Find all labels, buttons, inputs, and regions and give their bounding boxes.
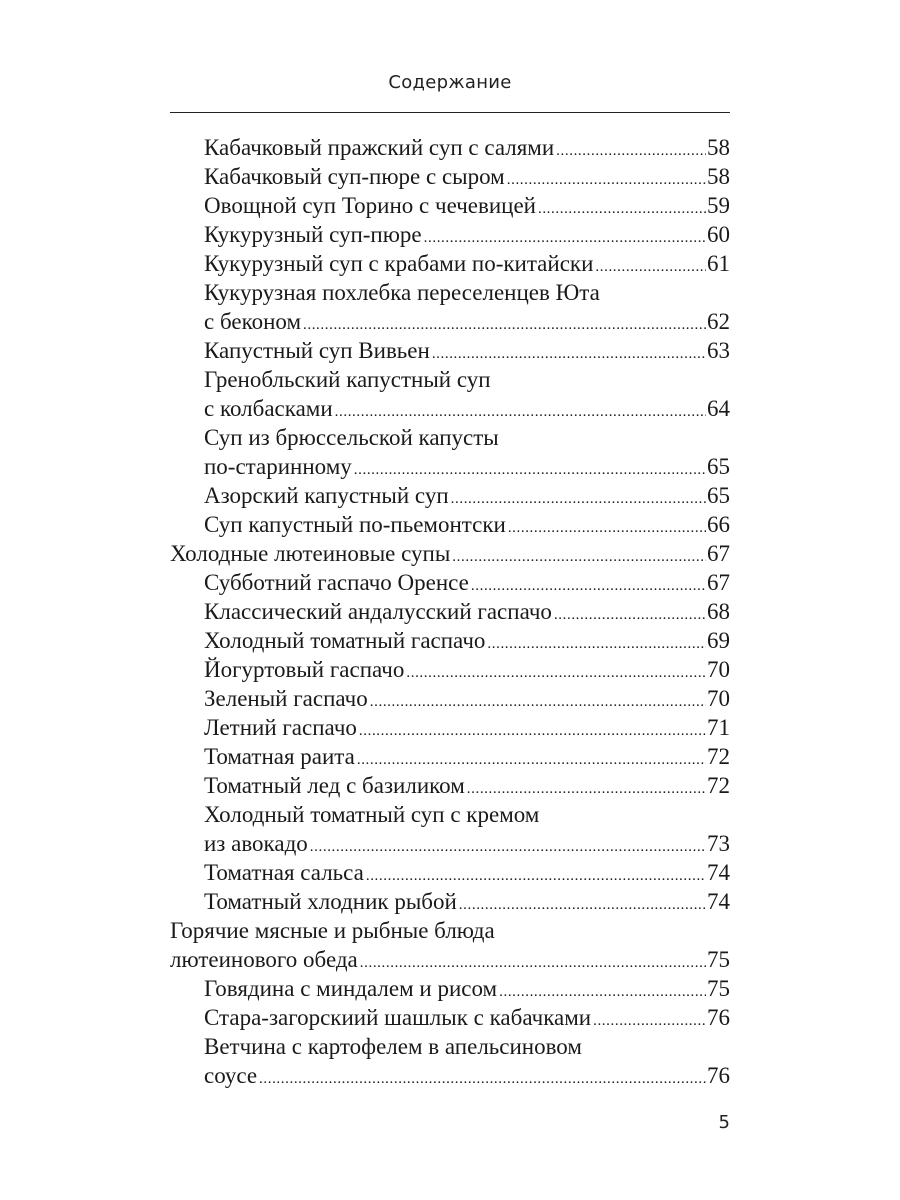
toc-entry-line [204,452,730,481]
table-of-contents [170,133,730,1090]
toc-entry [170,626,730,655]
toc-entry-page: 66 [707,512,730,537]
toc-entry [170,916,730,974]
toc-entry-title: Субботний гаспачо Оренсе [204,570,469,595]
toc-entry-page: 60 [707,222,730,247]
toc-entry-title: Овощной суп Торино с чечевицей [204,193,536,218]
dot-leader [556,137,706,166]
toc-entry-title: Кабачковый пражский суп с салями [204,135,555,160]
toc-entry-line [170,539,730,568]
toc-entry-title: Томатный хлодник рыбой [204,889,457,914]
dot-leader [459,891,706,920]
toc-entry-line [204,858,730,887]
toc-entry-page: 72 [707,744,730,769]
toc-entry-page: 65 [707,454,730,479]
toc-entry-title: Говядина с миндалем и рисом [204,976,498,1001]
toc-entry-title: Капустный суп Вивьен [204,338,430,363]
toc-entry-page: 58 [707,135,730,160]
toc-entry [170,742,730,771]
toc-entry-page: 71 [707,715,730,740]
toc-entry-page: 70 [707,657,730,682]
toc-entry-line [204,394,730,423]
dot-leader [370,688,706,717]
toc-entry-title: Классический андалусский гаспачо [204,599,552,624]
toc-entry [170,191,730,220]
toc-entry-page: 63 [707,338,730,363]
toc-entry-line [204,974,730,1003]
toc-entry [170,713,730,742]
toc-entry [170,220,730,249]
toc-entry-line [204,249,730,278]
toc-entry-title: по-старинному [204,454,352,479]
toc-entry-line [204,771,730,800]
toc-entry [170,423,730,481]
dot-leader [508,514,706,543]
toc-entry-page: 64 [707,396,730,421]
header-rule [170,112,730,113]
dot-leader [507,166,706,195]
toc-entry-page: 58 [707,164,730,189]
toc-entry-title: Азорский капустный суп [204,483,449,508]
page-number: 5 [718,1112,730,1133]
toc-entry [170,887,730,916]
toc-entry-line [204,626,730,655]
toc-entry-line [204,800,730,829]
toc-entry-line [204,597,730,626]
toc-entry [170,1003,730,1032]
toc-entry-line [204,742,730,771]
toc-entry-title: соусе [204,1063,258,1088]
toc-entry-line [204,278,730,307]
toc-entry-page: 69 [707,628,730,653]
toc-entry-title: Ветчина с картофелем в апельсиновом [204,1034,582,1059]
dot-leader [359,717,706,746]
toc-entry-title: Гренобльский капустный суп [204,367,491,392]
dot-leader [310,833,706,862]
toc-entry-page: 67 [707,570,730,595]
toc-entry-page: 75 [707,976,730,1001]
toc-entry [170,133,730,162]
dot-leader [406,659,706,688]
dot-leader [593,1007,706,1036]
toc-entry-page: 65 [707,483,730,508]
toc-entry-title: Йогуртовый гаспачо [204,657,405,682]
toc-entry-title: Томатная сальса [204,860,364,885]
toc-entry-line [204,1061,730,1090]
toc-entry-title: из авокадо [204,831,308,856]
dot-leader [487,630,706,659]
toc-entry-page: 75 [707,947,730,972]
toc-entry-page: 76 [707,1063,730,1088]
toc-entry-page: 67 [707,541,730,566]
toc-entry [170,771,730,800]
toc-entry-line [204,713,730,742]
toc-entry-line [204,684,730,713]
toc-entry-line [204,336,730,365]
toc-entry [170,684,730,713]
toc-entry [170,249,730,278]
toc-entry-title: Кукурузный суп с крабами по-китайски [204,251,594,276]
dot-leader [259,1065,706,1094]
running-header: Содержание [388,72,512,93]
toc-entry-line [170,916,730,945]
toc-entry-title: Летний гаспачо [204,715,357,740]
toc-entry-title: Холодный томатный суп с кремом [204,802,540,827]
toc-entry [170,858,730,887]
toc-entry-page: 59 [707,193,730,218]
toc-entry-page: 74 [707,860,730,885]
dot-leader [554,601,706,630]
toc-entry [170,539,730,568]
toc-entry [170,655,730,684]
toc-entry-line [204,191,730,220]
toc-entry-line [204,481,730,510]
toc-entry-line [204,220,730,249]
toc-entry-line [204,887,730,916]
toc-entry-line [204,655,730,684]
toc-entry-title: Кабачковый суп-пюре с сыром [204,164,505,189]
toc-entry-title: Кукурузный суп-пюре [204,222,422,247]
toc-entry-line [204,133,730,162]
toc-entry-title: Суп капустный по-пьемонтски [204,512,506,537]
toc-entry [170,365,730,423]
toc-entry [170,162,730,191]
toc-entry-line [204,162,730,191]
dot-leader [595,253,706,282]
dot-leader [538,195,706,224]
toc-entry-line [204,510,730,539]
toc-entry [170,1032,730,1090]
toc-entry [170,278,730,336]
toc-entry-line [170,945,730,974]
toc-entry-title: с колбасками [204,396,333,421]
toc-entry-title: Холодные лютеиновые супы [170,541,451,566]
toc-entry-title: Зеленый гаспачо [204,686,368,711]
toc-entry [170,481,730,510]
toc-entry-title: Томатный лед с базиликом [204,773,465,798]
toc-entry-line [204,365,730,394]
toc-entry-title: Холодный томатный гаспачо [204,628,486,653]
toc-entry-line [204,307,730,336]
toc-entry-line [204,829,730,858]
toc-entry [170,336,730,365]
toc-entry-page: 72 [707,773,730,798]
toc-entry-page: 74 [707,889,730,914]
toc-entry-title: лютеинового обеда [170,947,358,972]
toc-entry-page: 68 [707,599,730,624]
toc-entry-title: Кукурузная похлебка переселенцев Юта [204,280,600,305]
dot-leader [452,543,706,572]
toc-entry [170,510,730,539]
toc-entry-line [204,1003,730,1032]
toc-entry-title: Горячие мясные и рыбные блюда [170,918,495,943]
toc-entry [170,568,730,597]
toc-entry [170,974,730,1003]
toc-entry-page: 70 [707,686,730,711]
toc-entry-page: 73 [707,831,730,856]
toc-entry-title: Суп из брюссельской капусты [204,425,499,450]
toc-entry-page: 76 [707,1005,730,1030]
toc-entry-title: Томатная раита [204,744,355,769]
toc-entry-line [204,568,730,597]
toc-entry-page: 61 [707,251,730,276]
toc-entry-page: 62 [707,309,730,334]
toc-entry-title: с беконом [204,309,301,334]
toc-entry-line [204,423,730,452]
toc-entry [170,597,730,626]
toc-entry [170,800,730,858]
toc-entry-line [204,1032,730,1061]
toc-entry-title: Стара-загорскиий шашлык с кабачками [204,1005,592,1030]
